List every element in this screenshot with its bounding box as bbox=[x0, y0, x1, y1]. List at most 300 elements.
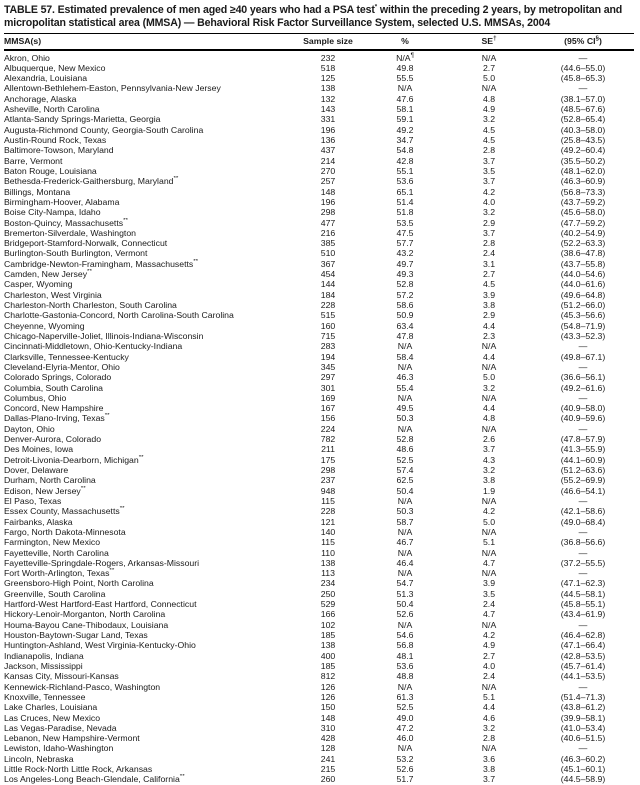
se-value: N/A bbox=[481, 681, 497, 692]
percent-value: N/A bbox=[397, 341, 413, 352]
percent-value: 54.6 bbox=[396, 630, 414, 640]
se-value: 4.2 bbox=[482, 630, 496, 640]
sample-size-value: 228 bbox=[320, 506, 336, 517]
mmsa-name: Fort Worth-Arlington, Texas** bbox=[4, 568, 115, 579]
sample-size-value: 167 bbox=[320, 403, 336, 414]
percent-value: 58.7 bbox=[396, 516, 414, 527]
ci-value: — bbox=[578, 341, 588, 352]
sample-size-value: 215 bbox=[320, 764, 336, 775]
ci-value: — bbox=[578, 361, 588, 372]
table-row bbox=[4, 578, 634, 588]
psa-prevalence-table bbox=[4, 33, 634, 785]
table-row bbox=[4, 166, 634, 176]
percent-value: 62.5 bbox=[396, 475, 414, 486]
ci-value: (45.1–60.1) bbox=[560, 764, 606, 775]
mmsa-name: Charleston-North Charleston, South Carolina bbox=[4, 300, 177, 310]
percent-value: 58.4 bbox=[396, 351, 414, 362]
sample-size-value: 169 bbox=[320, 392, 336, 403]
percent-value: 52.5 bbox=[396, 454, 414, 465]
sample-size-value: 115 bbox=[321, 495, 335, 506]
percent-value: N/A bbox=[397, 423, 413, 434]
mmsa-name: Fargo, North Dakota-Minnesota bbox=[4, 526, 126, 537]
se-value: 3.5 bbox=[482, 165, 496, 176]
table-row bbox=[4, 279, 634, 289]
sample-size-value: 428 bbox=[320, 733, 336, 744]
table-row bbox=[4, 125, 634, 135]
mmsa-name: Jackson, Mississippi bbox=[4, 660, 83, 671]
col-header-sample-size: Sample size bbox=[292, 34, 364, 50]
sample-size-value: 241 bbox=[320, 753, 336, 764]
mmsa-name: Boston-Quincy, Massachusetts** bbox=[4, 217, 128, 228]
mmsa-name: Alexandria, Louisiana bbox=[4, 73, 88, 84]
ci-value: (44.1–53.5) bbox=[560, 671, 606, 682]
se-value: N/A bbox=[481, 52, 497, 63]
mmsa-name: Concord, New Hampshire bbox=[4, 403, 104, 414]
se-value: 4.9 bbox=[482, 104, 496, 115]
percent-value: 51.4 bbox=[396, 196, 414, 207]
percent-value: 34.7 bbox=[396, 135, 414, 145]
mmsa-name: Clarksville, Tennessee-Kentucky bbox=[4, 351, 129, 362]
sample-size-value: 138 bbox=[320, 557, 336, 568]
percent-value: 51.8 bbox=[396, 207, 414, 218]
percent-value: 51.7 bbox=[396, 774, 414, 785]
table-row bbox=[4, 352, 634, 362]
ci-value: — bbox=[578, 392, 588, 403]
table-row bbox=[4, 527, 634, 537]
ci-value: (49.0–68.4) bbox=[560, 516, 606, 527]
se-value: 4.4 bbox=[482, 702, 496, 713]
sample-size-value: 454 bbox=[320, 269, 336, 280]
mmsa-name: Cambridge-Newton-Framingham, Massachusetts** bbox=[4, 258, 199, 269]
mmsa-name: Boise City-Nampa, Idaho bbox=[4, 207, 101, 218]
table-row bbox=[4, 537, 634, 547]
ci-value: (45.6–58.0) bbox=[560, 207, 606, 218]
sample-size-value: 510 bbox=[320, 248, 336, 259]
sample-size-value: 437 bbox=[320, 145, 336, 156]
percent-value: 61.3 bbox=[396, 691, 414, 702]
sample-size-value: 232 bbox=[320, 52, 336, 63]
mmsa-name: Denver-Aurora, Colorado bbox=[4, 434, 102, 445]
mmsa-name: Atlanta-Sandy Springs-Marietta, Georgia bbox=[4, 114, 161, 125]
mmsa-name: Fayetteville, North Carolina bbox=[4, 547, 109, 558]
table-row bbox=[4, 94, 634, 104]
mmsa-name: Cleveland-Elyria-Mentor, Ohio bbox=[4, 361, 120, 372]
percent-value: 49.7 bbox=[396, 258, 414, 269]
percent-value: N/A bbox=[397, 547, 413, 558]
ci-value: (48.5–67.6) bbox=[560, 104, 606, 115]
sample-size-value: 948 bbox=[320, 485, 336, 496]
mmsa-name: Las Vegas-Paradise, Nevada bbox=[4, 722, 117, 733]
se-value: 2.9 bbox=[482, 310, 496, 321]
se-value: 3.9 bbox=[482, 578, 496, 589]
mmsa-name: Burlington-South Burlington, Vermont bbox=[4, 248, 148, 259]
mmsa-name: Colorado Springs, Colorado bbox=[4, 372, 112, 383]
se-value: 3.7 bbox=[482, 227, 496, 238]
mmsa-name: Dover, Delaware bbox=[4, 465, 69, 475]
mmsa-name: Houma-Bayou Cane-Thibodaux, Louisiana bbox=[4, 619, 169, 630]
ci-value: — bbox=[578, 568, 588, 579]
se-value: 5.1 bbox=[482, 691, 496, 702]
ci-value: — bbox=[578, 547, 588, 558]
percent-value: 46.3 bbox=[396, 372, 414, 383]
table-row bbox=[4, 135, 634, 145]
mmsa-name: Bridgeport-Stamford-Norwalk, Connecticut bbox=[4, 238, 168, 249]
percent-value: 49.8 bbox=[396, 62, 414, 73]
percent-value: 51.3 bbox=[396, 588, 414, 599]
sample-size-value: 270 bbox=[320, 165, 336, 176]
table-row bbox=[4, 218, 634, 228]
se-value: 3.2 bbox=[482, 114, 496, 125]
se-value: 2.8 bbox=[482, 145, 496, 156]
ci-value: (46.3–60.2) bbox=[560, 753, 606, 764]
percent-value: 48.6 bbox=[396, 444, 414, 455]
mmsa-name: Albuquerque, New Mexico bbox=[4, 62, 106, 73]
percent-value: 52.5 bbox=[396, 702, 414, 713]
ci-value: (37.2–55.5) bbox=[560, 557, 606, 568]
ci-value: (38.6–47.8) bbox=[560, 248, 606, 259]
se-value: N/A bbox=[481, 361, 497, 372]
mmsa-name: Dallas-Plano-Irving, Texas** bbox=[4, 413, 110, 424]
table-row bbox=[4, 269, 634, 279]
table-row bbox=[4, 692, 634, 702]
percent-value: N/A bbox=[397, 495, 413, 506]
table-row bbox=[4, 228, 634, 238]
table-row bbox=[4, 383, 634, 393]
se-value: 3.8 bbox=[482, 475, 496, 486]
se-value: 4.4 bbox=[482, 403, 496, 414]
sample-size-value: 237 bbox=[320, 475, 336, 486]
percent-value: N/A bbox=[397, 83, 413, 94]
table-row bbox=[4, 362, 634, 372]
sample-size-value: 515 bbox=[320, 310, 336, 321]
mmsa-name: Akron, Ohio bbox=[4, 52, 50, 63]
mmsa-name: Fairbanks, Alaska bbox=[4, 516, 73, 527]
table-row bbox=[4, 743, 634, 753]
mmsa-name: Huntington-Ashland, West Virginia-Kentucky-Ohio bbox=[4, 640, 196, 651]
ci-value: (47.1–62.3) bbox=[560, 578, 606, 589]
sample-size-value: 156 bbox=[320, 413, 336, 424]
table-row bbox=[4, 310, 634, 320]
table-row bbox=[4, 764, 634, 774]
sample-size-value: 529 bbox=[320, 599, 336, 610]
se-value: 3.7 bbox=[482, 444, 496, 455]
mmsa-name: Birmingham-Hoover, Alabama bbox=[4, 196, 120, 207]
mmsa-name: Kennewick-Richland-Pasco, Washington bbox=[4, 681, 161, 692]
sample-size-value: 138 bbox=[320, 83, 336, 94]
mmsa-name: Hartford-West Hartford-East Hartford, Connecticut bbox=[4, 599, 197, 610]
mmsa-name: Anchorage, Alaska bbox=[4, 93, 77, 104]
percent-value: 53.2 bbox=[396, 753, 414, 764]
ci-value: (49.6–64.8) bbox=[560, 289, 606, 300]
percent-value: 47.6 bbox=[396, 93, 414, 104]
ci-value: (40.6–51.5) bbox=[560, 733, 606, 744]
table-row bbox=[4, 774, 634, 784]
table-row bbox=[4, 517, 634, 527]
ci-value: (44.1–60.9) bbox=[560, 454, 606, 465]
mmsa-name: Lebanon, New Hampshire-Vermont bbox=[4, 733, 140, 744]
mmsa-name: Detroit-Livonia-Dearborn, Michigan** bbox=[4, 454, 144, 465]
ci-value: (44.5–58.1) bbox=[560, 588, 606, 599]
se-value: 2.9 bbox=[482, 217, 496, 228]
se-value: 2.8 bbox=[482, 733, 496, 744]
table-row bbox=[4, 609, 634, 619]
se-value: 3.7 bbox=[482, 774, 496, 785]
ci-value: (41.0–53.4) bbox=[560, 722, 606, 733]
ci-value: (51.4–71.3) bbox=[560, 691, 606, 702]
table-row bbox=[4, 176, 634, 186]
ci-value: (39.9–58.1) bbox=[560, 712, 606, 723]
sample-size-value: 310 bbox=[320, 722, 336, 733]
table-row bbox=[4, 589, 634, 599]
table-row bbox=[4, 259, 634, 269]
se-value: N/A bbox=[481, 526, 497, 537]
ci-value: (51.2–66.0) bbox=[560, 300, 606, 310]
sample-size-value: 166 bbox=[320, 609, 336, 620]
se-value: 1.9 bbox=[482, 485, 496, 496]
se-value: 2.4 bbox=[482, 248, 496, 259]
ci-value: (41.3–55.9) bbox=[560, 444, 606, 455]
se-value: 3.2 bbox=[482, 207, 496, 218]
mmsa-name: Lake Charles, Louisiana bbox=[4, 702, 98, 713]
ci-value: — bbox=[578, 495, 588, 506]
table-row bbox=[4, 403, 634, 413]
sample-size-value: 194 bbox=[320, 351, 336, 362]
sample-size-value: 115 bbox=[321, 537, 335, 548]
ci-value: (47.7–59.2) bbox=[560, 217, 606, 228]
ci-value: — bbox=[578, 423, 588, 434]
percent-value: 63.4 bbox=[396, 320, 414, 331]
percent-value: 53.5 bbox=[396, 217, 414, 228]
sample-size-value: 175 bbox=[320, 454, 336, 465]
ci-value: — bbox=[578, 743, 588, 754]
percent-value: 47.2 bbox=[396, 722, 414, 733]
mmsa-name: Chicago-Naperville-Joliet, Illinois-Indiana-Wisconsin bbox=[4, 330, 204, 341]
se-value: 5.0 bbox=[482, 516, 496, 527]
table-row bbox=[4, 393, 634, 403]
ci-value: — bbox=[578, 52, 588, 63]
percent-value: N/A bbox=[397, 526, 413, 537]
percent-value: 52.8 bbox=[396, 279, 414, 290]
se-value: 2.7 bbox=[482, 650, 496, 661]
sample-size-value: 518 bbox=[320, 62, 336, 73]
sample-size-value: 385 bbox=[320, 238, 336, 249]
percent-value: 43.2 bbox=[396, 248, 414, 259]
ci-value: (36.6–56.1) bbox=[560, 372, 606, 383]
se-value: 4.4 bbox=[482, 320, 496, 331]
se-value: 3.6 bbox=[482, 753, 496, 764]
percent-value: 65.1 bbox=[396, 186, 414, 197]
table-row bbox=[4, 682, 634, 692]
se-value: N/A bbox=[481, 341, 497, 352]
mmsa-name: Columbia, South Carolina bbox=[4, 382, 103, 393]
sample-size-value: 331 bbox=[320, 114, 336, 125]
se-value: 4.8 bbox=[482, 413, 496, 424]
table-row bbox=[4, 568, 634, 578]
sample-size-value: 102 bbox=[320, 619, 336, 630]
table-row bbox=[4, 599, 634, 609]
mmsa-name: Indianapolis, Indiana bbox=[4, 650, 84, 661]
mmsa-name: Durham, North Carolina bbox=[4, 475, 96, 486]
percent-value: 57.7 bbox=[396, 238, 414, 249]
ci-value: (52.8–65.4) bbox=[560, 114, 606, 125]
mmsa-name: Bremerton-Silverdale, Washington bbox=[4, 227, 136, 238]
ci-value: (44.5–58.9) bbox=[560, 774, 606, 785]
percent-value: 54.8 bbox=[396, 145, 414, 156]
percent-value: 46.4 bbox=[396, 557, 414, 568]
table-body bbox=[4, 50, 634, 785]
sample-size-value: 110 bbox=[321, 547, 335, 558]
percent-value: 48.1 bbox=[396, 650, 414, 661]
ci-value: (38.1–57.0) bbox=[560, 93, 606, 104]
se-value: 4.2 bbox=[482, 186, 496, 197]
se-value: 3.5 bbox=[482, 588, 496, 599]
percent-value: 53.6 bbox=[396, 660, 414, 671]
table-row bbox=[4, 238, 634, 248]
se-value: 2.3 bbox=[482, 330, 496, 341]
mmsa-name: Charleston, West Virginia bbox=[4, 289, 102, 300]
col-header-percent: % bbox=[364, 34, 446, 50]
mmsa-name: Farmington, New Mexico bbox=[4, 537, 101, 548]
se-value: 3.1 bbox=[482, 258, 496, 269]
se-value: 5.1 bbox=[482, 537, 496, 548]
ci-value: — bbox=[578, 526, 588, 537]
table-row bbox=[4, 145, 634, 155]
percent-value: N/A bbox=[397, 681, 413, 692]
percent-value: 50.3 bbox=[396, 506, 414, 517]
mmsa-name: Greenville, South Carolina bbox=[4, 588, 106, 599]
mmsa-name: Casper, Wyoming bbox=[4, 279, 73, 290]
mmsa-name: Little Rock-North Little Rock, Arkansas bbox=[4, 764, 153, 775]
sample-size-value: 283 bbox=[320, 341, 336, 352]
sample-size-value: 260 bbox=[320, 774, 336, 785]
table-row bbox=[4, 444, 634, 454]
ci-value: (48.1–62.0) bbox=[560, 165, 606, 176]
ci-value: — bbox=[578, 681, 588, 692]
percent-value: N/A bbox=[397, 619, 413, 630]
sample-size-value: 150 bbox=[320, 702, 336, 713]
se-value: 4.5 bbox=[482, 135, 496, 145]
sample-size-value: 196 bbox=[320, 196, 336, 207]
sample-size-value: 113 bbox=[321, 568, 335, 579]
se-value: 3.8 bbox=[482, 764, 496, 775]
ci-value: (40.9–58.0) bbox=[560, 403, 606, 414]
table-row bbox=[4, 197, 634, 207]
se-value: N/A bbox=[481, 547, 497, 558]
ci-value: (55.2–69.9) bbox=[560, 475, 606, 486]
sample-size-value: 132 bbox=[320, 93, 336, 104]
table-row bbox=[4, 671, 634, 681]
percent-value: 48.8 bbox=[396, 671, 414, 682]
percent-value: 49.5 bbox=[396, 403, 414, 414]
table-row bbox=[4, 73, 634, 83]
header-row bbox=[4, 34, 634, 50]
ci-value: (52.2–63.3) bbox=[560, 238, 606, 249]
mmsa-name: Edison, New Jersey** bbox=[4, 485, 86, 496]
sample-size-value: 250 bbox=[320, 588, 336, 599]
mmsa-name: Lewiston, Idaho-Washington bbox=[4, 743, 114, 754]
sample-size-value: 148 bbox=[320, 186, 336, 197]
sample-size-value: 185 bbox=[320, 630, 336, 640]
table-row bbox=[4, 187, 634, 197]
percent-value: 55.5 bbox=[396, 73, 414, 84]
col-header-ci: (95% CI§) bbox=[532, 34, 634, 50]
mmsa-name: Lincoln, Nebraska bbox=[4, 753, 74, 764]
sample-size-value: 782 bbox=[320, 434, 336, 445]
table-row bbox=[4, 640, 634, 650]
mmsa-name: Des Moines, Iowa bbox=[4, 444, 74, 455]
percent-value: 50.9 bbox=[396, 310, 414, 321]
se-value: 4.7 bbox=[482, 609, 496, 620]
table-row bbox=[4, 104, 634, 114]
percent-value: 47.8 bbox=[396, 330, 414, 341]
mmsa-name: Essex County, Massachusetts** bbox=[4, 506, 125, 517]
se-value: 4.7 bbox=[482, 557, 496, 568]
table-row bbox=[4, 465, 634, 475]
percent-value: 42.8 bbox=[396, 155, 414, 166]
ci-value: (42.1–58.6) bbox=[560, 506, 606, 517]
se-value: 4.3 bbox=[482, 454, 496, 465]
se-value: 3.7 bbox=[482, 155, 496, 166]
ci-value: (42.8–53.5) bbox=[560, 650, 606, 661]
percent-value: 50.4 bbox=[396, 599, 414, 610]
table-row bbox=[4, 455, 634, 465]
ci-value: (44.0–54.6) bbox=[560, 269, 606, 280]
percent-value: 54.7 bbox=[396, 578, 414, 589]
sample-size-value: 136 bbox=[320, 135, 336, 145]
se-value: 4.9 bbox=[482, 640, 496, 651]
se-value: N/A bbox=[481, 83, 497, 94]
se-value: 4.0 bbox=[482, 196, 496, 207]
sample-size-value: 143 bbox=[320, 104, 336, 115]
mmsa-name: Asheville, North Carolina bbox=[4, 104, 100, 115]
sample-size-value: 301 bbox=[320, 382, 336, 393]
percent-value: 52.6 bbox=[396, 764, 414, 775]
mmsa-name: Los Angeles-Long Beach-Glendale, California** bbox=[4, 774, 185, 785]
sample-size-value: 125 bbox=[320, 73, 336, 84]
se-value: 3.7 bbox=[482, 176, 496, 187]
mmsa-name: Fayetteville-Springdale-Rogers, Arkansas-Missouri bbox=[4, 557, 200, 568]
table-row bbox=[4, 661, 634, 671]
ci-value: (45.8–55.1) bbox=[560, 599, 606, 610]
se-value: N/A bbox=[481, 619, 497, 630]
percent-value: 58.1 bbox=[396, 104, 414, 115]
percent-value: N/A bbox=[397, 568, 413, 579]
percent-value: 58.6 bbox=[396, 300, 414, 310]
percent-value: 56.8 bbox=[396, 640, 414, 651]
table-row bbox=[4, 300, 634, 310]
percent-value: 46.0 bbox=[396, 733, 414, 744]
mmsa-name: Knoxville, Tennessee bbox=[4, 691, 86, 702]
se-value: 4.8 bbox=[482, 93, 496, 104]
table-title: TABLE 57. Estimated prevalence of men aged ≥40 years who had a PSA test* within the preceding 2 years, by metropolitan and micropolitan statistical area (MMSA) — Behavioral Risk Factor Surveillance System, selected U.S. MMSAs, 2004 bbox=[4, 3, 623, 29]
sample-size-value: 196 bbox=[320, 124, 336, 135]
table-row bbox=[4, 63, 634, 73]
mmsa-name: Las Cruces, New Mexico bbox=[4, 712, 101, 723]
percent-value: 49.2 bbox=[396, 124, 414, 135]
mmsa-name: Greensboro-High Point, North Carolina bbox=[4, 578, 154, 589]
table-row bbox=[4, 413, 634, 423]
mmsa-name: Charlotte-Gastonia-Concord, North Carolina-South Carolina bbox=[4, 310, 234, 321]
table-row bbox=[4, 630, 634, 640]
se-value: 3.2 bbox=[482, 465, 496, 475]
percent-value: 49.3 bbox=[396, 269, 414, 280]
ci-value: (25.8–43.5) bbox=[560, 135, 606, 145]
percent-value: 46.7 bbox=[396, 537, 414, 548]
ci-value: (40.9–59.6) bbox=[560, 413, 606, 424]
percent-value: N/A bbox=[397, 361, 413, 372]
mmsa-name: Dayton, Ohio bbox=[4, 423, 55, 434]
table-row bbox=[4, 548, 634, 558]
